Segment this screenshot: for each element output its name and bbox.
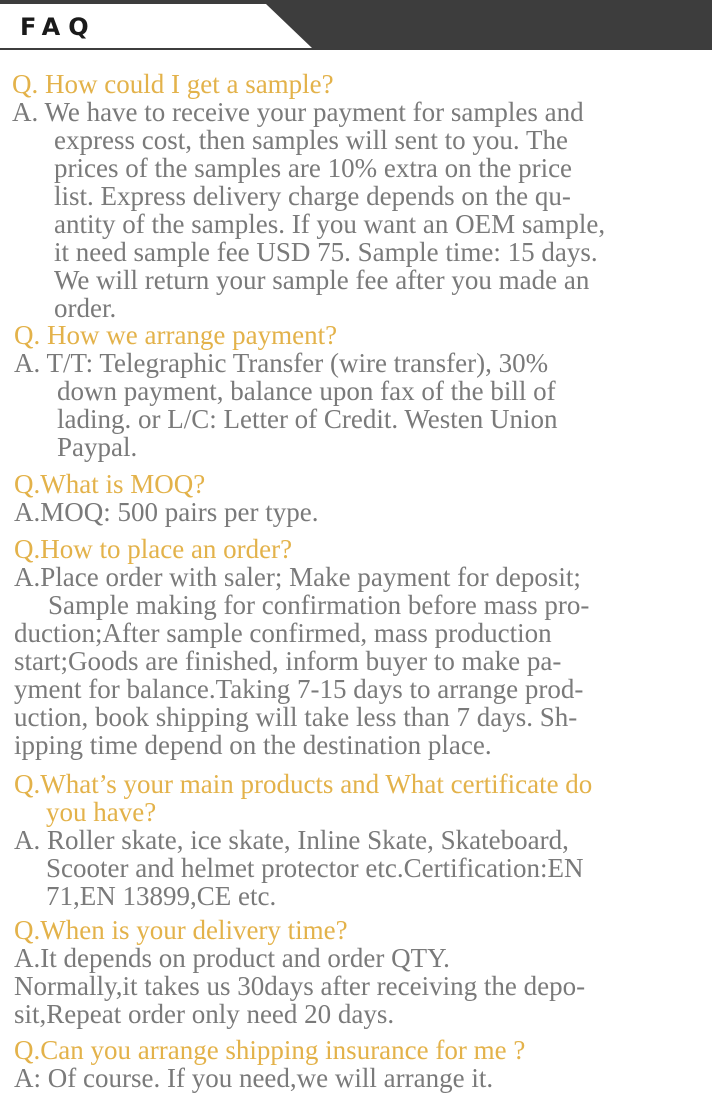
faq-answer-line: A. We have to receive your payment for samples and [12, 97, 584, 127]
faq-answer-line: A.It depends on product and order QTY. [14, 943, 450, 973]
faq-answer-line: Normally,it takes us 30days after receiving the depo- [14, 971, 586, 1001]
faq-answer-line: lading. or L/C: Letter of Credit. Westen Union [57, 404, 558, 434]
faq-question: Q.What’s your main products and What certificate do [14, 769, 593, 799]
faq-answer-line: ipping time depend on the destination place. [14, 730, 492, 760]
faq-answer-line: it need sample fee USD 75. Sample time: 15 days. [54, 237, 598, 267]
faq-answer-line: sit,Repeat order only need 20 days. [14, 999, 395, 1029]
faq-answer-line: prices of the samples are 10% extra on the price [54, 153, 573, 183]
faq-answer-line: 71,EN 13899,CE etc. [46, 881, 277, 911]
faq-answer-line: A.MOQ: 500 pairs per type. [14, 497, 319, 527]
faq-answer-line: antity of the samples. If you want an OEM sample, [54, 209, 606, 239]
faq-answer-line: A.Place order with saler; Make payment for deposit; [14, 562, 581, 592]
faq-answer-line: duction;After sample confirmed, mass production [14, 618, 552, 648]
faq-question: you have? [46, 797, 157, 827]
faq-question: Q.Can you arrange shipping insurance for me ? [14, 1035, 526, 1065]
faq-answer-line: uction, book shipping will take less than 7 days. Sh- [14, 702, 578, 732]
faq-answer-line: We will return your sample fee after you made an [54, 265, 590, 295]
faq-answer-line: A. Roller skate, ice skate, Inline Skate, Skateboard, [14, 825, 569, 855]
faq-answer-line: list. Express delivery charge depends on the qu- [54, 181, 571, 211]
faq-answer-line: Paypal. [57, 432, 138, 462]
faq-answer-line: express cost, then samples will sent to you. The [54, 125, 568, 155]
faq-answer-line: order. [54, 293, 117, 323]
faq-answer-line: down payment, balance upon fax of the bill of [57, 376, 556, 406]
faq-answer-line: Scooter and helmet protector etc.Certification:EN [46, 853, 584, 883]
faq-question: Q.What is MOQ? [14, 469, 206, 499]
faq-question: Q.How to place an order? [14, 534, 293, 564]
faq-question: Q. How could I get a sample? [12, 69, 334, 99]
page-title: FAQ [20, 13, 97, 41]
faq-answer-line: Sample making for confirmation before mass pro- [48, 590, 590, 620]
faq-question: Q. How we arrange payment? [14, 320, 338, 350]
faq-answer-line: yment for balance.Taking 7-15 days to arrange prod- [14, 674, 584, 704]
faq-answer-line: A. T/T: Telegraphic Transfer (wire transfer), 30% [14, 348, 549, 378]
faq-answer-line: A: Of course. If you need,we will arrange it. [14, 1063, 494, 1093]
faq-question: Q.When is your delivery time? [14, 915, 348, 945]
faq-answer-line: start;Goods are finished, inform buyer to make pa- [14, 646, 562, 676]
